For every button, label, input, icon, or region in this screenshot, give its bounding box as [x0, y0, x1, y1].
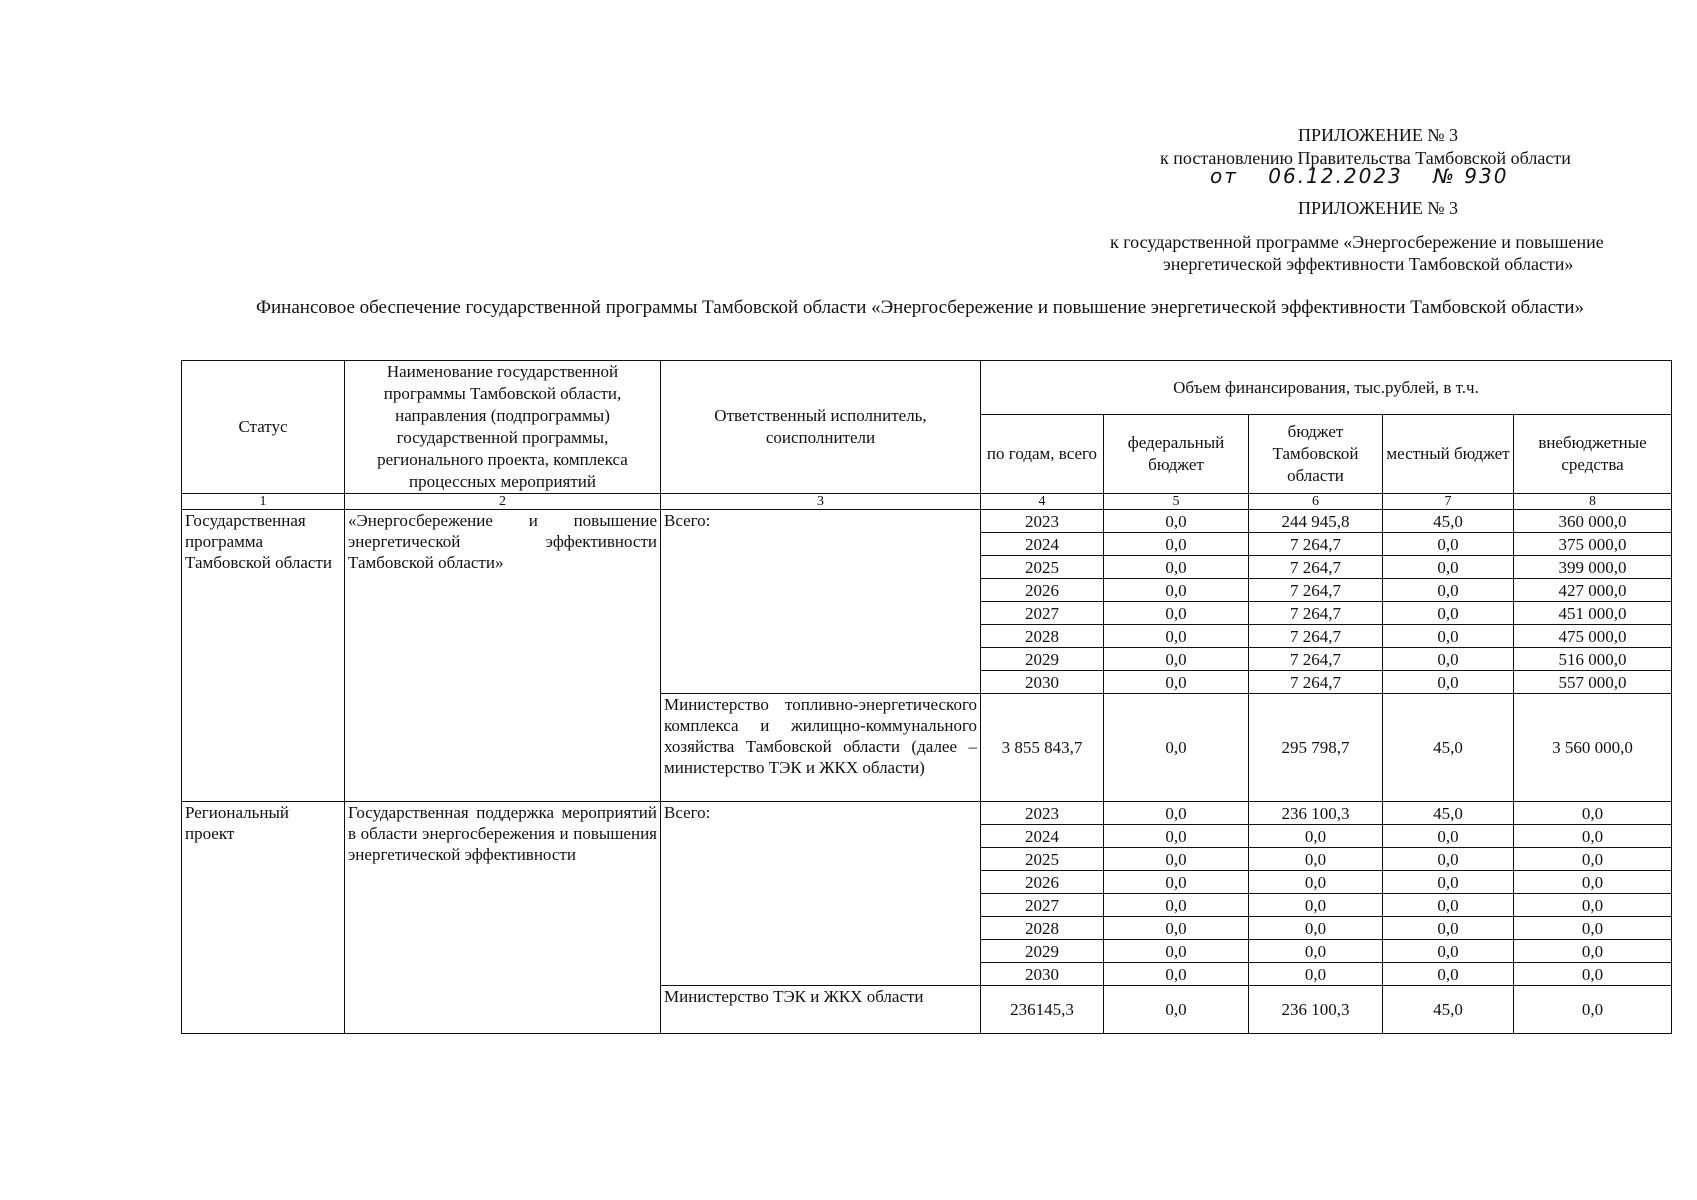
- year-cell: 2028: [981, 625, 1104, 648]
- program-reference-line2: энергетической эффективности Тамбовской области»: [1163, 254, 1574, 274]
- amount-cell: 0,0: [1104, 579, 1249, 602]
- table-row: [182, 510, 1672, 533]
- executor-amount-cell: 45,0: [1383, 694, 1514, 802]
- amount-cell: 0,0: [1104, 648, 1249, 671]
- appendix-heading-program: ПРИЛОЖЕНИЕ № 3: [1298, 198, 1459, 218]
- executor-amount-cell: 0,0: [1514, 986, 1672, 1034]
- amount-cell: 0,0: [1104, 671, 1249, 694]
- amount-cell: 0,0: [1104, 510, 1249, 533]
- executor-amount-cell: 0,0: [1104, 986, 1249, 1034]
- executor-amount-cell: 45,0: [1383, 986, 1514, 1034]
- header-extra: внебюджетные средства: [1514, 415, 1672, 494]
- amount-cell: 375 000,0: [1514, 533, 1672, 556]
- amount-cell: 0,0: [1514, 940, 1672, 963]
- executor-total-cell: 236145,3: [981, 986, 1104, 1034]
- amount-cell: 0,0: [1514, 802, 1672, 825]
- executor-name: Министерство ТЭК и ЖКХ области: [661, 986, 981, 1034]
- amount-cell: 0,0: [1383, 848, 1514, 871]
- column-number: 7: [1383, 494, 1514, 510]
- amount-cell: 0,0: [1104, 602, 1249, 625]
- amount-cell: 0,0: [1383, 602, 1514, 625]
- amount-cell: 7 264,7: [1249, 533, 1383, 556]
- column-number-row: [182, 494, 1672, 510]
- amount-cell: 0,0: [1249, 825, 1383, 848]
- amount-cell: 0,0: [1514, 825, 1672, 848]
- year-cell: 2027: [981, 894, 1104, 917]
- header-name: Наименование государственной программы Тамбовской области, направления (подпрограммы) государственной программы, регионального проекта, комплекса процессных мероприятий: [345, 361, 661, 494]
- year-cell: 2029: [981, 940, 1104, 963]
- year-cell: 2030: [981, 671, 1104, 694]
- amount-cell: 427 000,0: [1514, 579, 1672, 602]
- section-name: «Энергосбережение и повышение энергетической эффективности Тамбовской области»: [345, 510, 661, 802]
- financing-table: [181, 360, 1672, 1034]
- column-number: 6: [1249, 494, 1383, 510]
- handwritten-prefix: от: [1210, 164, 1238, 188]
- table-row: [182, 802, 1672, 825]
- year-cell: 2023: [981, 802, 1104, 825]
- amount-cell: 399 000,0: [1514, 556, 1672, 579]
- executor-amount-cell: 295 798,7: [1249, 694, 1383, 802]
- total-label: Всего:: [661, 802, 981, 986]
- column-number: 2: [345, 494, 661, 510]
- executor-total-cell: 3 855 843,7: [981, 694, 1104, 802]
- year-cell: 2030: [981, 963, 1104, 986]
- amount-cell: 0,0: [1383, 894, 1514, 917]
- column-number: 3: [661, 494, 981, 510]
- year-cell: 2026: [981, 871, 1104, 894]
- amount-cell: 0,0: [1514, 963, 1672, 986]
- amount-cell: 0,0: [1514, 917, 1672, 940]
- column-number: 4: [981, 494, 1104, 510]
- executor-amount-cell: 0,0: [1104, 694, 1249, 802]
- amount-cell: 0,0: [1104, 940, 1249, 963]
- amount-cell: 0,0: [1104, 825, 1249, 848]
- section-name: Государственная поддержка мероприятий в области энергосбережения и повышения энергетической эффективности: [345, 802, 661, 1034]
- amount-cell: 0,0: [1383, 871, 1514, 894]
- amount-cell: 0,0: [1383, 671, 1514, 694]
- amount-cell: 0,0: [1249, 963, 1383, 986]
- amount-cell: 0,0: [1104, 625, 1249, 648]
- amount-cell: 360 000,0: [1514, 510, 1672, 533]
- section-status: Государственная программа Тамбовской области: [182, 510, 345, 802]
- year-cell: 2026: [981, 579, 1104, 602]
- executor-amount-cell: 3 560 000,0: [1514, 694, 1672, 802]
- executor-name: Министерство топливно-энергетического комплекса и жилищно-коммунального хозяйства Тамбовской области (далее – министерство ТЭК и ЖКХ области): [661, 694, 981, 802]
- handwritten-date-number: [1210, 165, 1530, 187]
- amount-cell: 0,0: [1383, 556, 1514, 579]
- amount-cell: 7 264,7: [1249, 671, 1383, 694]
- appendix-heading: ПРИЛОЖЕНИЕ № 3: [1298, 125, 1459, 145]
- amount-cell: 0,0: [1249, 940, 1383, 963]
- amount-cell: 0,0: [1383, 917, 1514, 940]
- header-federal: федеральный бюджет: [1104, 415, 1249, 494]
- amount-cell: 7 264,7: [1249, 625, 1383, 648]
- amount-cell: 7 264,7: [1249, 579, 1383, 602]
- year-cell: 2025: [981, 556, 1104, 579]
- handwritten-date: 06.12.2023: [1268, 164, 1403, 188]
- header-by-years: по годам, всего: [981, 415, 1104, 494]
- amount-cell: 0,0: [1104, 802, 1249, 825]
- amount-cell: 557 000,0: [1514, 671, 1672, 694]
- amount-cell: 0,0: [1249, 848, 1383, 871]
- column-number: 8: [1514, 494, 1672, 510]
- amount-cell: 0,0: [1383, 579, 1514, 602]
- amount-cell: 0,0: [1104, 963, 1249, 986]
- amount-cell: 0,0: [1249, 871, 1383, 894]
- year-cell: 2025: [981, 848, 1104, 871]
- amount-cell: 7 264,7: [1249, 556, 1383, 579]
- amount-cell: 7 264,7: [1249, 648, 1383, 671]
- total-label: Всего:: [661, 510, 981, 694]
- amount-cell: 0,0: [1104, 894, 1249, 917]
- year-cell: 2024: [981, 533, 1104, 556]
- amount-cell: 0,0: [1383, 533, 1514, 556]
- amount-cell: 0,0: [1383, 648, 1514, 671]
- decree-reference: к постановлению Правительства Тамбовской области: [1160, 148, 1571, 168]
- amount-cell: 0,0: [1249, 894, 1383, 917]
- financing-table-body: [182, 361, 1672, 1034]
- amount-cell: 0,0: [1514, 894, 1672, 917]
- amount-cell: 45,0: [1383, 510, 1514, 533]
- amount-cell: 0,0: [1104, 533, 1249, 556]
- amount-cell: 0,0: [1383, 825, 1514, 848]
- year-cell: 2028: [981, 917, 1104, 940]
- header-regional: бюджет Тамбовской области: [1249, 415, 1383, 494]
- header-local: местный бюджет: [1383, 415, 1514, 494]
- header-status: Статус: [182, 361, 345, 494]
- amount-cell: 45,0: [1383, 802, 1514, 825]
- header-executor: Ответственный исполнитель, соисполнители: [661, 361, 981, 494]
- amount-cell: 451 000,0: [1514, 602, 1672, 625]
- executor-amount-cell: 236 100,3: [1249, 986, 1383, 1034]
- amount-cell: 0,0: [1104, 917, 1249, 940]
- amount-cell: 516 000,0: [1514, 648, 1672, 671]
- amount-cell: 0,0: [1514, 871, 1672, 894]
- amount-cell: 0,0: [1383, 963, 1514, 986]
- amount-cell: 7 264,7: [1249, 602, 1383, 625]
- amount-cell: 475 000,0: [1514, 625, 1672, 648]
- amount-cell: 244 945,8: [1249, 510, 1383, 533]
- year-cell: 2023: [981, 510, 1104, 533]
- year-cell: 2029: [981, 648, 1104, 671]
- column-number: 5: [1104, 494, 1249, 510]
- amount-cell: 0,0: [1383, 625, 1514, 648]
- amount-cell: 0,0: [1104, 848, 1249, 871]
- amount-cell: 236 100,3: [1249, 802, 1383, 825]
- year-cell: 2027: [981, 602, 1104, 625]
- amount-cell: 0,0: [1104, 556, 1249, 579]
- section-status: Региональный проект: [182, 802, 345, 1034]
- amount-cell: 0,0: [1514, 848, 1672, 871]
- amount-cell: 0,0: [1104, 871, 1249, 894]
- amount-cell: 0,0: [1383, 940, 1514, 963]
- program-reference-line1: к государственной программе «Энергосбережение и повышение: [1110, 232, 1604, 252]
- year-cell: 2024: [981, 825, 1104, 848]
- amount-cell: 0,0: [1249, 917, 1383, 940]
- handwritten-number: № 930: [1433, 164, 1509, 188]
- column-number: 1: [182, 494, 345, 510]
- document-title: Финансовое обеспечение государственной программы Тамбовской области «Энергосбережение и повышение энергетической эффективности Тамбовской области»: [256, 297, 1584, 318]
- header-volume: Объем финансирования, тыс.рублей, в т.ч.: [981, 361, 1672, 415]
